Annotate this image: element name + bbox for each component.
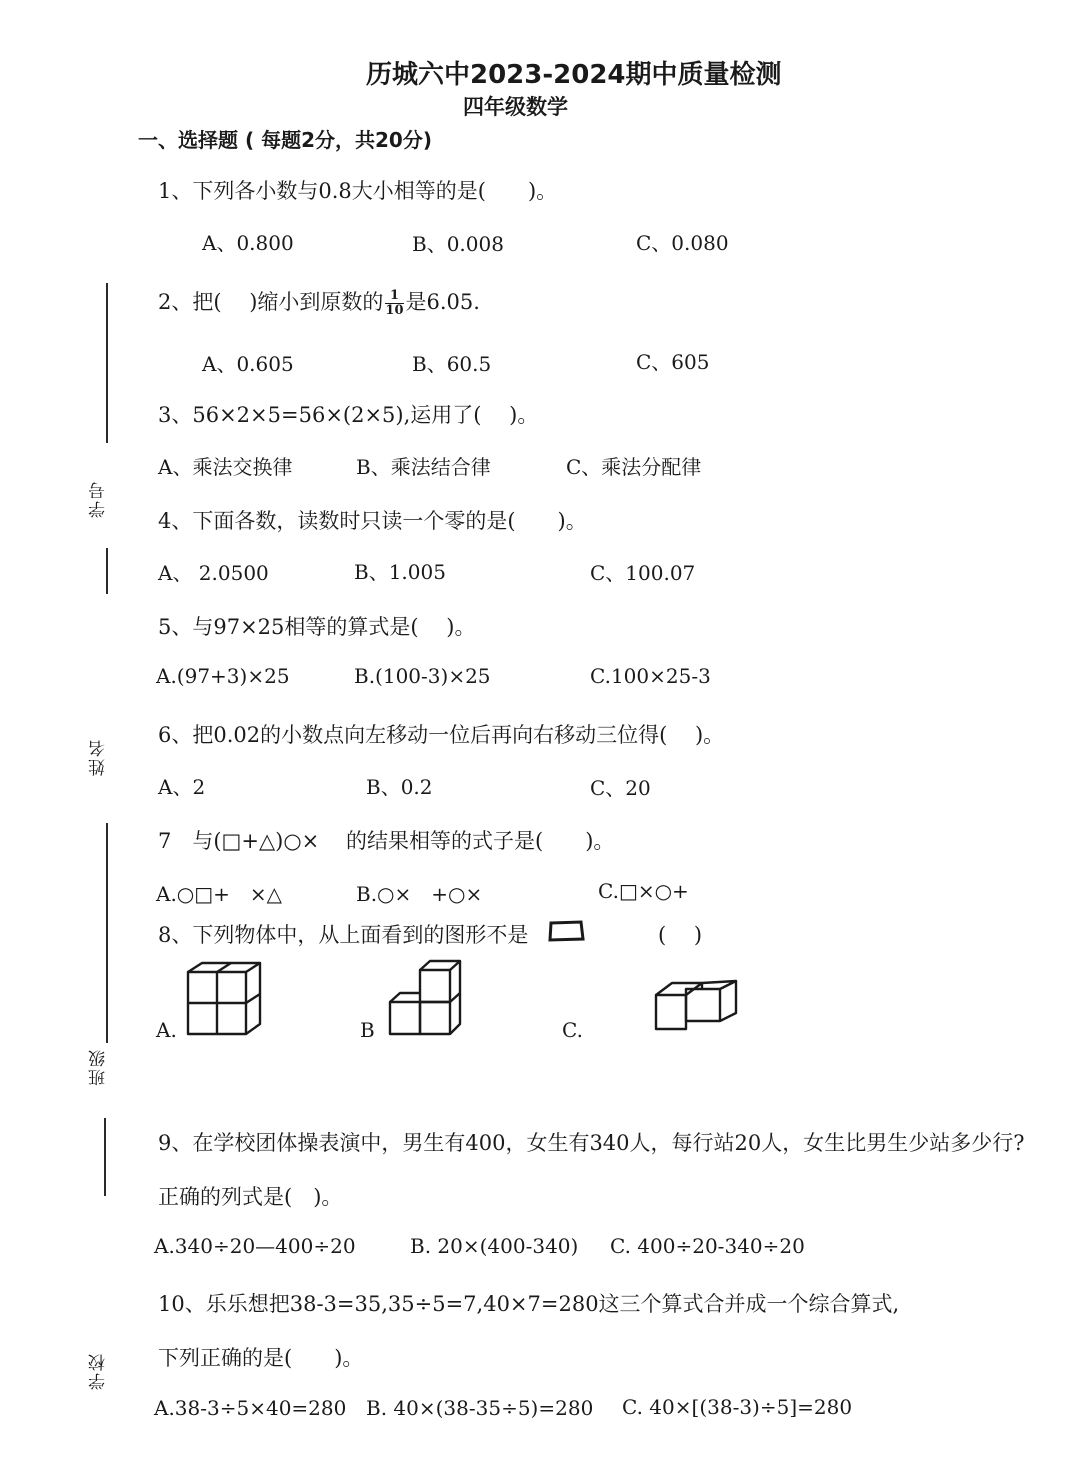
option-a: A.(97+3)×25 (156, 664, 290, 688)
class-label: 班级 (89, 1048, 109, 1086)
question-7-pre: 7 与(□+△)○× (158, 829, 320, 853)
question-2-post: 是6.05. (405, 290, 480, 314)
exam-subtitle: 四年级数学 (463, 95, 568, 119)
question-9: 9、在学校团体操表演中，男生有400，女生有340人，每行站20人，女生比男生少站多少行? (158, 1131, 1025, 1155)
name-label: 姓名 (89, 738, 109, 776)
top-view-shape-icon (547, 919, 587, 943)
option-a: A、2 (158, 775, 206, 799)
question-7-post: 的结果相等的式子是( )。 (346, 829, 615, 853)
fraction (385, 289, 403, 318)
option-a: A.340÷20—400÷20 (154, 1234, 356, 1258)
option-a: A.38-3÷5×40=280 (154, 1396, 347, 1420)
fraction-denominator: 10 (385, 303, 404, 318)
option-b: B、0.2 (366, 775, 433, 799)
student-no-label: 学号 (89, 480, 109, 518)
question-8: 8、下列物体中，从上面看到的图形不是 (158, 923, 529, 947)
option-a: A、0.800 (202, 231, 294, 255)
question-10: 10、乐乐想把38-3=35,35÷5=7,40×7=280这三个算式合并成一个综合算式, (158, 1292, 900, 1316)
question-4: 4、下面各数，读数时只读一个零的是( )。 (158, 509, 587, 533)
option-b: B、60.5 (412, 352, 492, 376)
option-c: C. (562, 1018, 583, 1042)
margin-line (106, 823, 108, 1043)
question-2-pre: 2、把( )缩小到原数的 (158, 290, 384, 314)
margin-line (106, 283, 108, 443)
question-10-line2: 下列正确的是( )。 (158, 1346, 364, 1370)
school-label: 学校 (89, 1352, 109, 1390)
question-5: 5、与97×25相等的算式是( )。 (158, 615, 476, 639)
cube-stack-b-icon (386, 958, 466, 1038)
answer-paren: ( ) (658, 923, 703, 947)
option-b: B、1.005 (354, 560, 446, 584)
option-b: B.○× +○× (356, 882, 483, 906)
question-9-line2: 正确的列式是( )。 (158, 1185, 343, 1209)
question-3: 3、56×2×5=56×(2×5),运用了( )。 (158, 403, 539, 427)
section-heading: 一、选择题 ( 每题2分，共20分) (138, 128, 432, 152)
option-a: A.○□+ ×△ (156, 882, 283, 906)
option-c: C、100.07 (590, 561, 696, 585)
option-c: C、605 (636, 350, 710, 374)
fraction-numerator: 1 (385, 289, 403, 304)
option-a: A. (156, 1018, 177, 1042)
option-c: C. 400÷20-340÷20 (610, 1234, 805, 1258)
cube-stack-c-icon (652, 975, 742, 1035)
option-c: C.□×○+ (598, 879, 689, 903)
question-6: 6、把0.02的小数点向左移动一位后再向右移动三位得( )。 (158, 723, 725, 747)
margin-line (106, 548, 108, 594)
question-2 (158, 286, 480, 318)
exam-title: 历城六中2023-2024期中质量检测 (366, 60, 782, 90)
option-c: C、0.080 (636, 231, 729, 255)
cube-stack-a-icon (184, 960, 264, 1040)
option-c: C.100×25-3 (590, 664, 711, 688)
option-a: A、0.605 (202, 352, 294, 376)
option-c: C. 40×[(38-3)÷5]=280 (622, 1395, 853, 1419)
option-b: B. 20×(400-340) (410, 1234, 579, 1258)
option-b: B、0.008 (412, 232, 504, 256)
option-a: A、乘法交换律 (158, 455, 293, 479)
option-b: B、乘法结合律 (356, 455, 491, 479)
question-1: 1、下列各小数与0.8大小相等的是( )。 (158, 179, 558, 203)
margin-line (104, 1118, 106, 1196)
option-c: C、乘法分配律 (566, 455, 702, 479)
option-b: B. 40×(38-35÷5)=280 (366, 1396, 594, 1420)
option-b: B (360, 1018, 375, 1042)
option-c: C、20 (590, 776, 651, 800)
option-b: B.(100-3)×25 (354, 664, 491, 688)
option-a: A、 2.0500 (158, 561, 269, 585)
